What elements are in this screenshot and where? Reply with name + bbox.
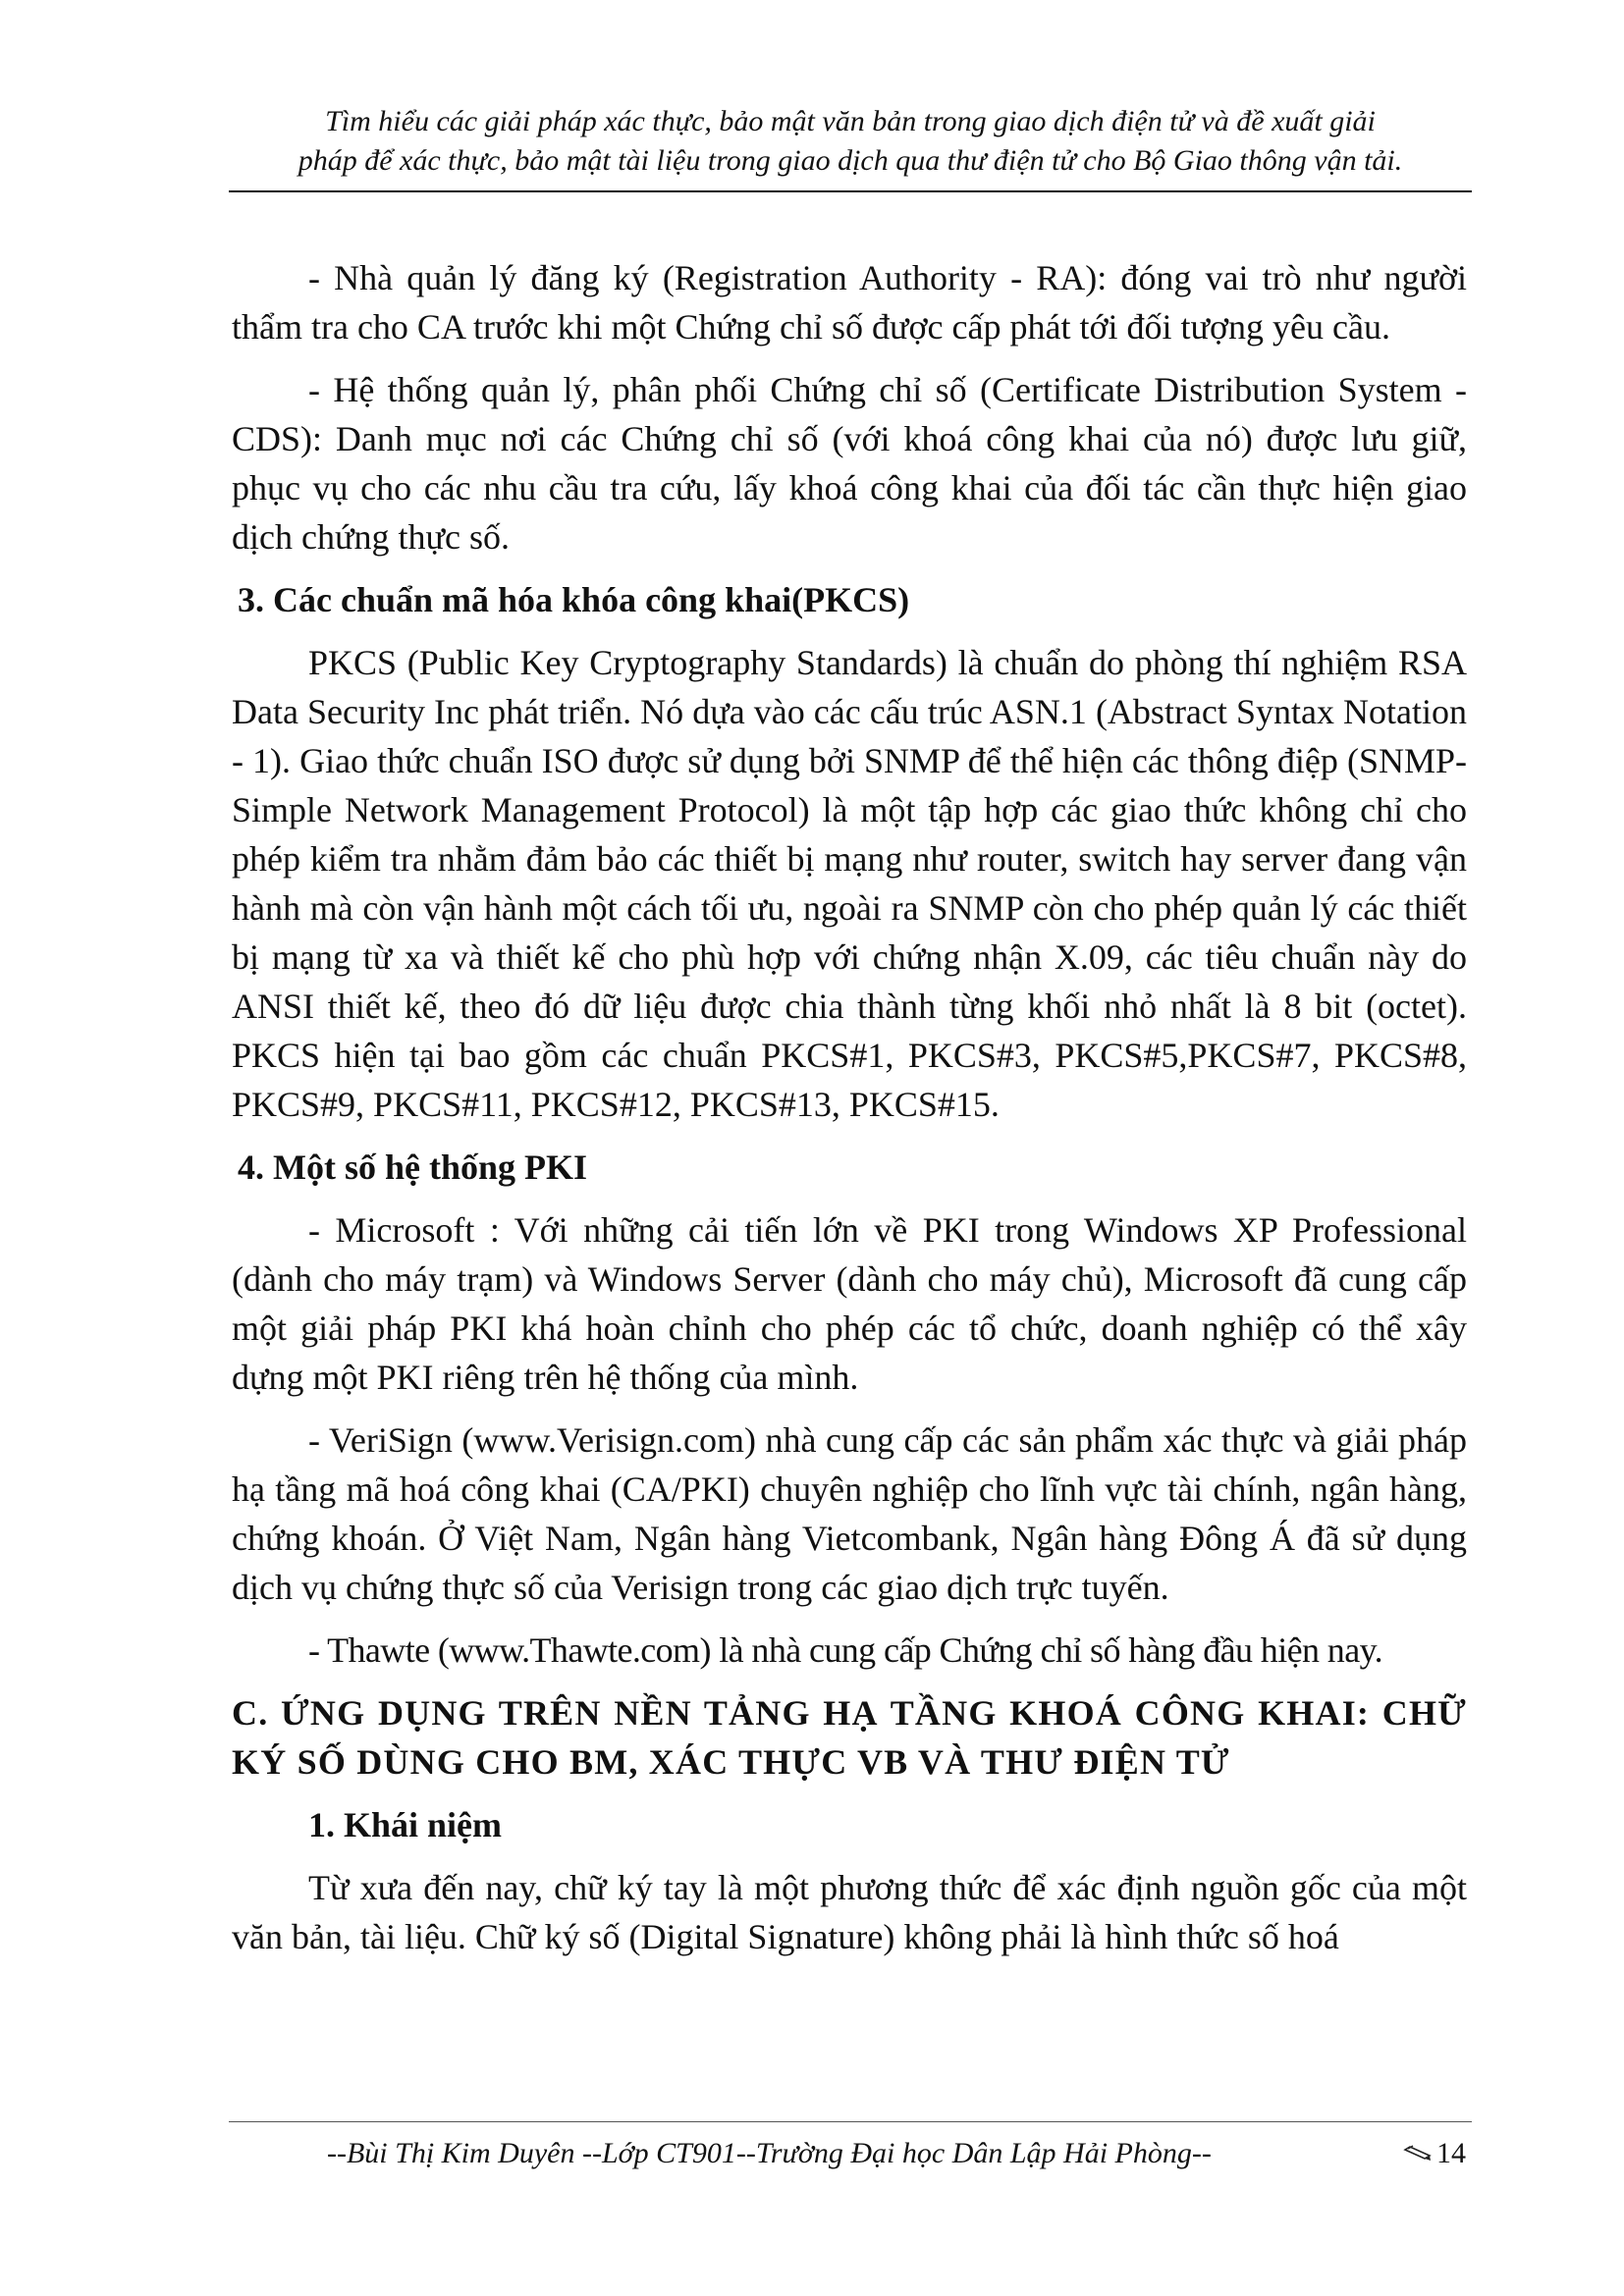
page-number: 14 [1436,2137,1466,2169]
footer-divider [229,2121,1472,2122]
paragraph-pkcs: PKCS (Public Key Cryptography Standards) là chuẩn do phòng thí nghiệm RSA Data Security Inc phát triển. Nó dựa vào các cấu trúc ASN.1 (Abstract Syntax Notation - 1). Giao thức chuẩn ISO được sử dụng bởi SNMP để thể hiện các thông điệp (SNMP- Simple Network Management Protocol) là một tập hợp các giao thức không chỉ cho phép kiểm tra nhằm đảm bảo các thiết bị mạng như router, switch hay server đang vận hành mà còn vận hành một cách tối ưu, ngoài ra SNMP còn cho phép quản lý các thiết bị mạng từ xa và thiết kế cho phù hợp với chứng nhận X.09, các tiêu chuẩn này do ANSI thiết kế, theo đó dữ liệu được chia thành từng khối nhỏ nhất là 8 bit (octet). PKCS hiện tại bao gồm các chuẩn PKCS#1, PKCS#3, PKCS#5,PKCS#7, PKCS#8, PKCS#9, PKCS#11, PKCS#12, PKCS#13, PKCS#15. [232,643,1467,1124]
paragraph-thawte: - Thawte (www.Thawte.com) là nhà cung cấp Chứng chỉ số hàng đầu hiện nay. [308,1630,1383,1670]
heading-pkcs: 3. Các chuẩn mã hóa khóa công khai(PKCS) [238,580,910,619]
heading-section-c: C. ỨNG DỤNG TRÊN NỀN TẢNG HẠ TẦNG KHOÁ CÔNG KHAI: CHỮ KÝ SỐ DÙNG CHO BM, XÁC THỰC VB VÀ THƯ ĐIỆN TỬ [232,1693,1467,1782]
page-number-group [1403,2132,1466,2175]
heading-pki-systems: 4. Một số hệ thống PKI [238,1148,588,1187]
paragraph-microsoft: - Microsoft : Với những cải tiến lớn về PKI trong Windows XP Professional (dành cho máy trạm) và Windows Server (dành cho máy chủ), Microsoft đã cung cấp một giải pháp PKI khá hoàn chỉnh cho phép các tổ chức, doanh nghiệp có thể xây dựng một PKI riêng trên hệ thống của mình. [232,1210,1467,1397]
paragraph-certificate-distribution: - Hệ thống quản lý, phân phối Chứng chỉ số (Certificate Distribution System - CDS): Danh mục nơi các Chứng chỉ số (với khoá công khai của nó) được lưu giữ, phục vụ cho các nhu cầu tra cứu, lấy khoá công khai của đối tác cần thực hiện giao dịch chứng thực số. [232,370,1467,557]
paragraph-verisign: - VeriSign (www.Verisign.com) nhà cung cấp các sản phẩm xác thực và giải pháp hạ tầng mã hoá công khai (CA/PKI) chuyên nghiệp cho lĩnh vực tài chính, ngân hàng, chứng khoán. Ở Việt Nam, Ngân hàng Vietcombank, Ngân hàng Đông Á đã sử dụng dịch vụ chứng thực số của Verisign trong các giao dịch trực tuyến. [232,1420,1467,1607]
footer-author-text: --Bùi Thị Kim Duyên --Lớp CT901--Trường Đại học Dân Lập Hải Phòng-- [327,2137,1212,2169]
pencil-icon [1403,2144,1433,2163]
header-line-1: Tìm hiểu các giải pháp xác thực, bảo mật văn bản trong giao dịch điện tử và đề xuất giải [325,105,1376,137]
heading-concept: 1. Khái niệm [308,1805,503,1844]
header-line-2: pháp để xác thực, bảo mật tài liệu trong giao dịch qua thư điện tử cho Bộ Giao thông vận tải. [298,144,1403,177]
header-divider [229,190,1472,192]
page-footer [229,2132,1472,2175]
paragraph-registration-authority: - Nhà quản lý đăng ký (Registration Authority - RA): đóng vai trò như người thẩm tra cho CA trước khi một Chứng chỉ số được cấp phát tới đối tượng yêu cầu. [232,258,1467,347]
page-body [232,253,1467,1975]
paragraph-concept: Từ xưa đến nay, chữ ký tay là một phương thức để xác định nguồn gốc của một văn bản, tài liệu. Chữ ký số (Digital Signature) không phải là hình thức số hoá [232,1868,1467,1956]
running-header [229,102,1472,181]
